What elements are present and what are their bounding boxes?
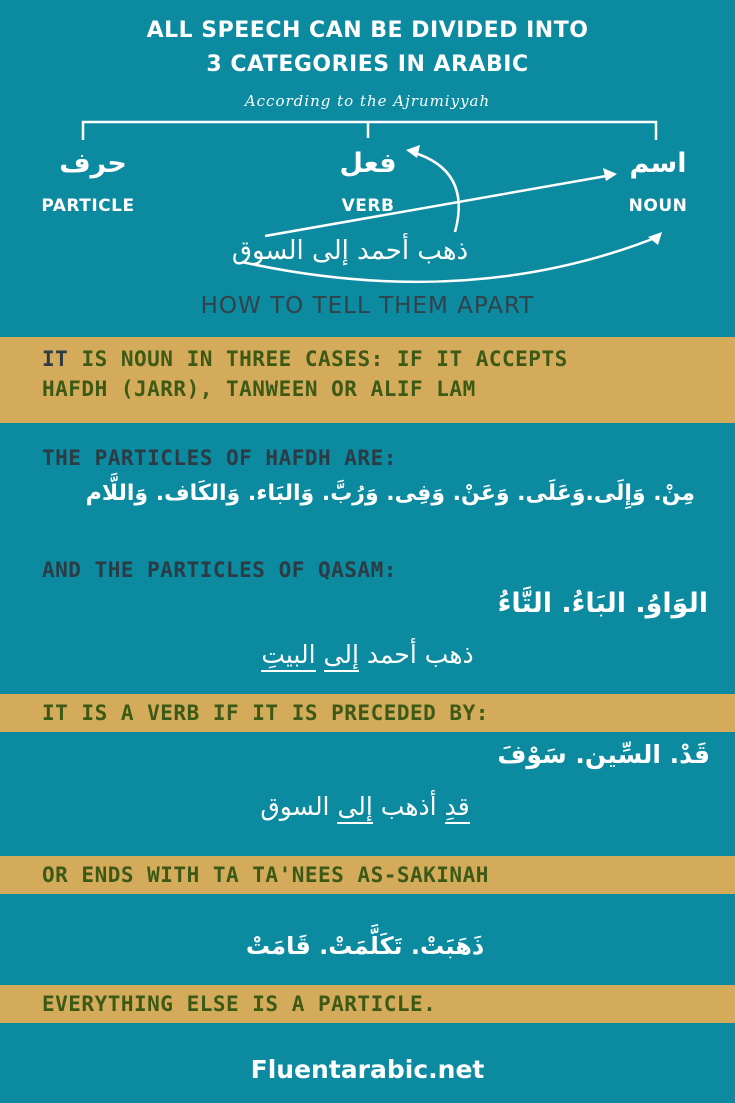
noun-rule-rest: IS NOUN IN THREE CASES: IF IT ACCEPTS: [68, 347, 568, 371]
noun-label: NOUN: [628, 196, 688, 216]
ta-rule-heading: OR ENDS WITH TA TA'NEES AS-SAKINAH: [42, 863, 489, 887]
verb-example-post: السوق: [260, 792, 338, 821]
ta-examples: ذَهَبَتْ. تَكَلَّمَتْ. قَامَتْ: [245, 932, 485, 960]
qasam-heading: AND THE PARTICLES OF QASAM:: [42, 558, 397, 582]
subtitle: According to the Ajrumiyyah: [244, 92, 491, 110]
noun-arabic: اسم: [629, 148, 687, 179]
how-to-tell-heading: HOW TO TELL THEM APART: [200, 293, 535, 319]
particle-arabic: حرف: [59, 148, 127, 179]
noun-rule-line-1: [42, 347, 735, 371]
qasam-example-underlined-2: البيتِ: [261, 640, 315, 672]
verb-example-underlined-2: إلى: [337, 792, 372, 824]
footer-site: Fluentarabic.net: [250, 1055, 485, 1084]
hafdh-particles: مِنْ. وَإِلَى.وَعَلَى. وَعَنْ. وَفِى. وَرُبَّ. وَالبَاء. وَالكَاف. وَاللَّام: [85, 481, 695, 506]
qasam-example-pre: ذهب أحمد: [358, 640, 474, 669]
verb-arabic: فعل: [339, 148, 397, 179]
qasam-example: [230, 640, 505, 669]
verb-rule-heading: IT IS A VERB IF IT IS PRECEDED BY:: [42, 701, 489, 725]
noun-rule-line-2: HAFDH (JARR), TANWEEN OR ALIF LAM: [42, 377, 476, 401]
verb-example: [225, 792, 505, 821]
title-line-1: ALL SPEECH CAN BE DIVIDED INTO: [146, 18, 589, 43]
verb-example-mid: أذهب: [372, 792, 445, 821]
verb-label: VERB: [341, 196, 395, 216]
bracket-line: [83, 122, 656, 140]
noun-rule-lead: IT: [42, 347, 69, 371]
title-line-2: 3 CATEGORIES IN ARABIC: [206, 52, 529, 77]
verb-particles: قَدْ. السِّين. سَوْفَ: [497, 740, 710, 769]
verb-example-underlined-1: قدِ: [445, 792, 470, 824]
particle-label: PARTICLE: [41, 196, 135, 216]
qasam-example-underlined-1: إلى: [324, 640, 359, 672]
qasam-example-space: [316, 640, 324, 669]
arrowhead-noun-2: [648, 232, 662, 245]
particle-rule-heading: EVERYTHING ELSE IS A PARTICLE.: [42, 992, 437, 1016]
verb-rule-band: [0, 694, 735, 732]
qasam-particles: الوَاوُ. البَاءُ. التَّاءُ: [497, 588, 708, 619]
particle-rule-band: [0, 985, 735, 1023]
noun-rule-band: [0, 337, 735, 423]
example-sentence: ذهب أحمد إلى السوق: [231, 236, 469, 266]
hafdh-heading: THE PARTICLES OF HAFDH ARE:: [42, 446, 397, 470]
ta-rule-band: [0, 856, 735, 894]
